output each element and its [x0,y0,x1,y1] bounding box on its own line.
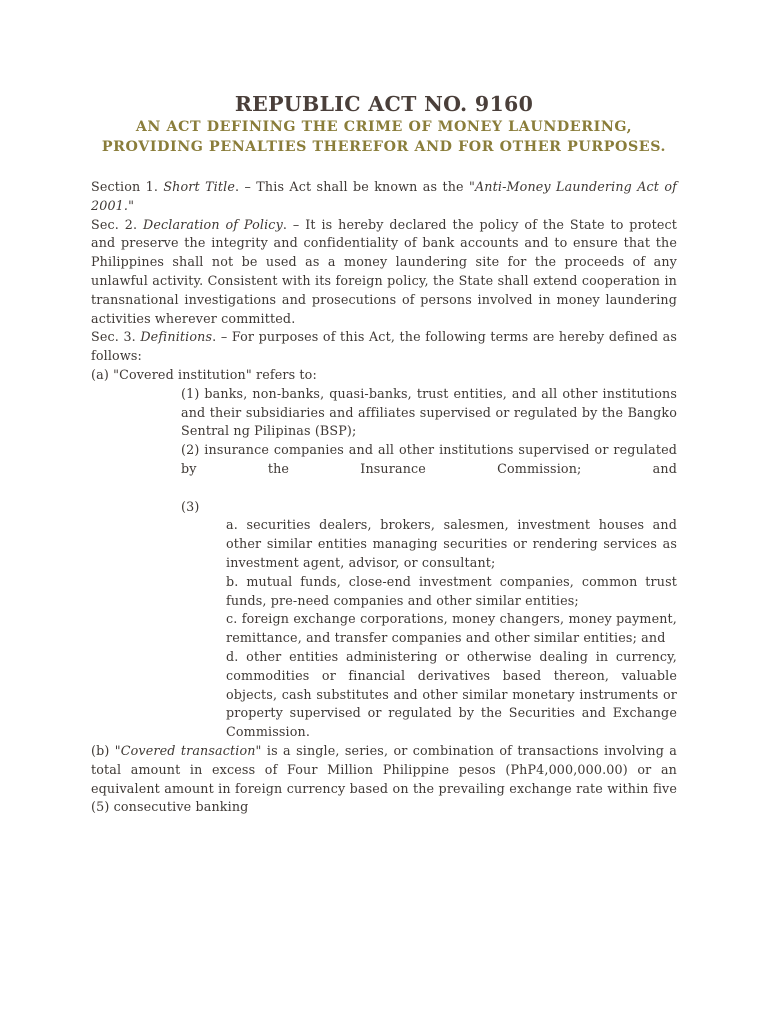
definition-a-item-3: (3) [181,498,200,514]
section-3 [91,328,677,366]
section-3-prefix: Sec. 3. [91,329,141,345]
definition-a-subitem-b: b. mutual funds, close-end investment companies, common trust funds, pre-need companies and other similar entities; [226,573,677,608]
section-2-prefix: Sec. 2. [91,216,143,232]
definition-b [91,742,677,817]
section-3-heading: Definitions [140,329,213,345]
definition-b-text: is a single, series, or combination of transactions involving a total amount in excess of Four Million Philippine pesos (PhP4,000,000.00) or an equivalent amount in foreign currency based on the prevailing exchange rate within five (5) consecutive banking [91,742,677,815]
definition-a-item-1: (1) banks, non-banks, quasi-banks, trust entities, and all other institutions and their subsidiaries and affiliates supervised or regulated by the Bangko Sentral ng Pilipinas (BSP); [181,385,677,439]
section-2 [91,216,677,329]
document-subtitle-line-2: PROVIDING PENALTIES THEREFOR AND FOR OTHER PURPOSES. [101,139,667,155]
section-1-prefix: Section 1. [91,179,164,194]
definition-a-subitem-c: c. foreign exchange corporations, money changers, money payment, remittance, and transfer companies and other similar entities; and [226,611,677,646]
document-subtitle-line-1: AN ACT DEFINING THE CRIME OF MONEY LAUNDERING, [135,119,633,135]
document-title: REPUBLIC ACT NO. 9160 [234,92,534,116]
section-2-text: . – It is hereby declared the policy of the State to protect and preserve the integrity and confidentiality of bank accounts and to ensure that the Philippines shall not be used as a money laundering site for the proceeds of any unlawful activity. Consistent with its foreign policy, the State shall extend cooperation in transnational investigations and prosecutions of persons involved in money laundering activities wherever committed. [91,216,677,326]
definition-b-label: (b) [91,742,115,758]
section-1 [91,178,677,216]
definition-a-subitem-a: a. securities dealers, brokers, salesmen, investment houses and other similar entities managing securities or rendering services as investment agent, advisor, or consultant; [226,517,677,570]
document-body [91,178,677,817]
definition-a-item-2: (2) insurance companies and all other institutions supervised or regulated by the Insurance Commission; and [181,442,677,476]
section-2-heading: Declaration of Policy [143,216,283,232]
section-3-text: . – For purposes of this Act, the following terms are hereby defined as follows: [91,329,677,364]
definition-b-term: "Covered transaction" [114,742,262,758]
section-1-text: . – This Act shall be known as the [235,179,469,194]
section-1-act-name: "Anti-Money Laundering Act of 2001." [91,179,677,213]
definition-a-subitem-d: d. other entities administering or otherwise dealing in currency, commodities or financial derivatives based thereon, valuable objects, cash substitutes and other similar monetary instruments or property supervised or regulated by the Securities and Exchange Commission. [226,648,677,740]
blank-line [91,479,677,498]
section-1-heading: Short Title [163,179,236,194]
definition-a-intro: (a) "Covered institution" refers to: [91,366,317,382]
